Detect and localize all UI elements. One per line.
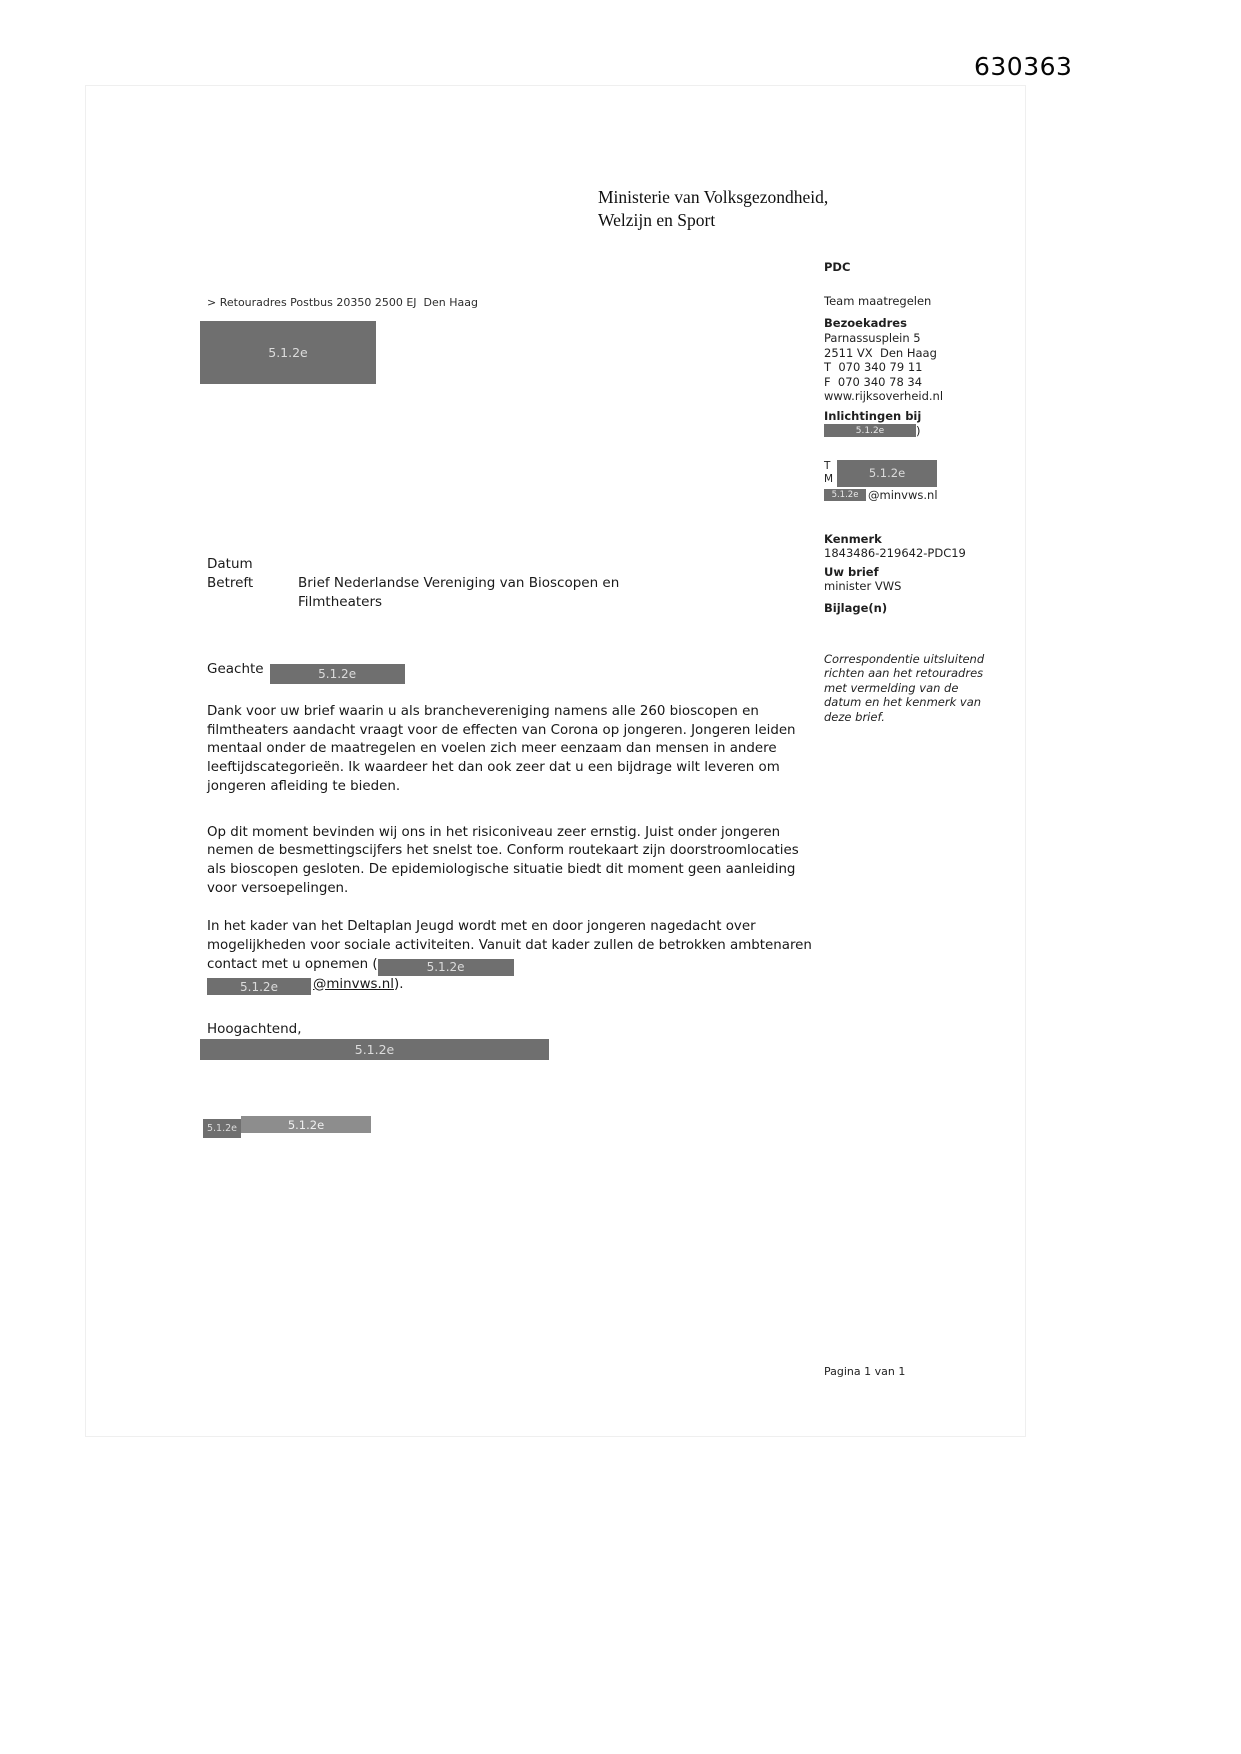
betreft-value: Brief Nederlandse Vereniging van Bioscopen en Filmtheaters xyxy=(298,575,620,610)
redaction-label: 5.1.2e xyxy=(206,1123,238,1134)
email-domain: @minvws.nl xyxy=(868,487,938,502)
body-paragraph-1: Dank voor uw brief waarin u als branchevereniging namens alle 260 bioscopen en filmtheaters aandacht vraagt voor de effecten van Corona op jongeren. Jongeren leiden mentaal onder de maatregelen en voelen zich meer eenzaam dan mensen in andere leeftijdscategorieën. Ik waardeer het dan ook zeer dat u een bijdrage wilt leveren om jongeren afleiding te bieden. xyxy=(207,704,796,794)
attachments-label: Bijlage(n) xyxy=(824,600,888,615)
redaction-contact-person xyxy=(824,424,916,437)
paragraph3-lead: In het kader van het Deltaplan Jeugd wordt met en door jongeren nagedacht over mogelijkheden voor sociale activiteiten. Vanuit dat kader zullen de betrokken ambtenaren contact met u opnemen ( xyxy=(207,919,812,972)
redaction-label: 5.1.2e xyxy=(855,425,885,436)
redaction-label: 5.1.2e xyxy=(354,1042,395,1057)
redaction-label: 5.1.2e xyxy=(318,667,357,681)
redaction-signature-small xyxy=(203,1119,241,1138)
betreft-row xyxy=(207,574,656,612)
sidebar-department: PDC xyxy=(824,260,851,274)
letter-meta xyxy=(207,555,656,612)
redaction-email-localpart xyxy=(824,489,866,501)
ministry-header xyxy=(598,186,828,231)
visiting-address-label: Bezoekadres xyxy=(824,316,907,330)
address-line: Parnassusplein 5 xyxy=(824,331,921,345)
redaction-label: 5.1.2e xyxy=(268,345,308,360)
return-address-line: > Retouradres Postbus 20350 2500 EJ Den Haag xyxy=(207,296,478,309)
website-line: www.rijksoverheid.nl xyxy=(824,389,944,403)
address-line: 2511 VX Den Haag xyxy=(824,345,937,360)
t-label: T xyxy=(824,459,831,472)
salutation-line xyxy=(207,661,405,684)
inquiries-suffix: ) xyxy=(916,423,921,438)
phone-line: T 070 340 79 11 xyxy=(824,360,923,374)
paragraph3-close: ). xyxy=(393,976,404,992)
betreft-label: Betreft xyxy=(207,575,254,591)
fax-line: F 070 340 78 34 xyxy=(824,374,923,389)
phone-mobile-labels xyxy=(824,460,837,487)
letter-body xyxy=(207,703,815,995)
document-number: 630363 xyxy=(974,52,1073,81)
ministry-name-line1: Ministerie van Volksgezondheid, xyxy=(598,187,829,207)
phone-mobile-row xyxy=(824,460,994,487)
reference-value: 1843486-219642-PDC19 xyxy=(824,545,966,560)
salutation-text: Geachte xyxy=(207,661,264,677)
datum-label: Datum xyxy=(207,556,253,572)
sidebar-team: Team maatregelen xyxy=(824,294,932,308)
redaction-label: 5.1.2e xyxy=(287,1117,325,1132)
contact-email-row xyxy=(824,488,994,502)
visiting-address-block xyxy=(824,331,994,404)
redaction-signatory-name xyxy=(200,1039,549,1060)
redaction-label: 5.1.2e xyxy=(426,959,465,974)
body-paragraph-3 xyxy=(207,918,815,995)
redaction-label: 5.1.2e xyxy=(831,489,859,500)
redaction-addressee-name xyxy=(270,664,405,684)
inquiries-label: Inlichtingen bij xyxy=(824,408,922,423)
closing-line: Hoogachtend, xyxy=(207,1021,302,1037)
email-link[interactable]: @minvws.nl xyxy=(313,976,394,992)
redaction-phone-numbers xyxy=(837,460,937,487)
redaction-recipient-address xyxy=(200,321,376,384)
redaction-email-localpart-inline xyxy=(207,978,311,995)
redaction-contact-name-inline xyxy=(378,959,514,976)
your-letter-label: Uw brief xyxy=(824,564,879,579)
letter-sidebar xyxy=(824,260,994,724)
datum-row xyxy=(207,555,656,574)
reference-label: Kenmerk xyxy=(824,531,882,546)
redaction-label: 5.1.2e xyxy=(868,466,906,480)
m-label: M xyxy=(824,473,834,485)
inquiries-contact-row xyxy=(824,424,994,438)
correspondence-note: Correspondentie uitsluitend richten aan het retouradres met vermelding van de datum en het kenmerk van deze brief. xyxy=(824,651,985,724)
redaction-label: 5.1.2e xyxy=(240,979,278,994)
redaction-signature-wide xyxy=(241,1116,371,1133)
body-paragraph-2: Op dit moment bevinden wij ons in het risiconiveau zeer ernstig. Juist onder jongeren nemen de besmettingscijfers het snelst toe. Conform routekaart zijn doorstroomlocaties als bioscopen gesloten. De epidemiologische situatie biedt dit moment geen aanleiding voor versoepelingen. xyxy=(207,824,799,896)
page-number: Pagina 1 van 1 xyxy=(824,1365,906,1378)
ministry-name-line2: Welzijn en Sport xyxy=(598,209,716,230)
your-letter-value: minister VWS xyxy=(824,578,902,593)
